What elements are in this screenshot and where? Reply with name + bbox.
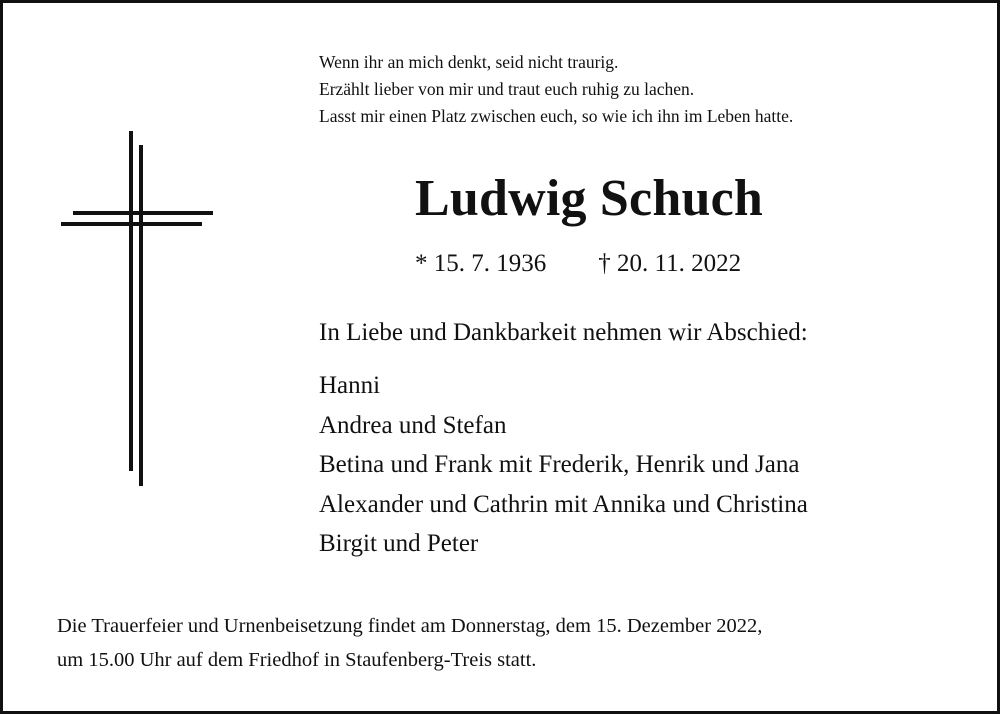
poem-line: Wenn ihr an mich denkt, seid nicht traurig. — [319, 52, 619, 72]
mourner: Birgit und Peter — [319, 530, 479, 557]
life-dates — [415, 247, 741, 281]
mourner: Betina und Frank mit Frederik, Henrik und Jana — [319, 451, 800, 478]
birth-date: * 15. 7. 1936 — [415, 250, 547, 277]
poem-line: Erzählt lieber von mir und traut euch ruhig zu lachen. — [319, 79, 695, 99]
service-line: um 15.00 Uhr auf dem Friedhof in Staufenberg-Treis statt. — [57, 649, 537, 671]
poem-line: Lasst mir einen Platz zwischen euch, so wie ich ihn im Leben hatte. — [319, 106, 794, 126]
service-line: Die Trauerfeier und Urnenbeisetzung findet am Donnerstag, dem 15. Dezember 2022, — [57, 615, 763, 637]
death-date: † 20. 11. 2022 — [598, 250, 742, 277]
mourner: Andrea und Stefan — [319, 411, 507, 439]
poem — [319, 49, 793, 130]
deceased-name: Ludwig Schuch — [415, 170, 763, 227]
mourner: Alexander und Cathrin mit Annika und Christina — [319, 490, 808, 518]
cross-icon — [61, 131, 216, 486]
service-info — [57, 609, 762, 677]
farewell-line: In Liebe und Dankbarkeit nehmen wir Abschied: — [319, 319, 808, 346]
mourners-list — [319, 366, 808, 564]
mourner: Hanni — [319, 372, 381, 399]
